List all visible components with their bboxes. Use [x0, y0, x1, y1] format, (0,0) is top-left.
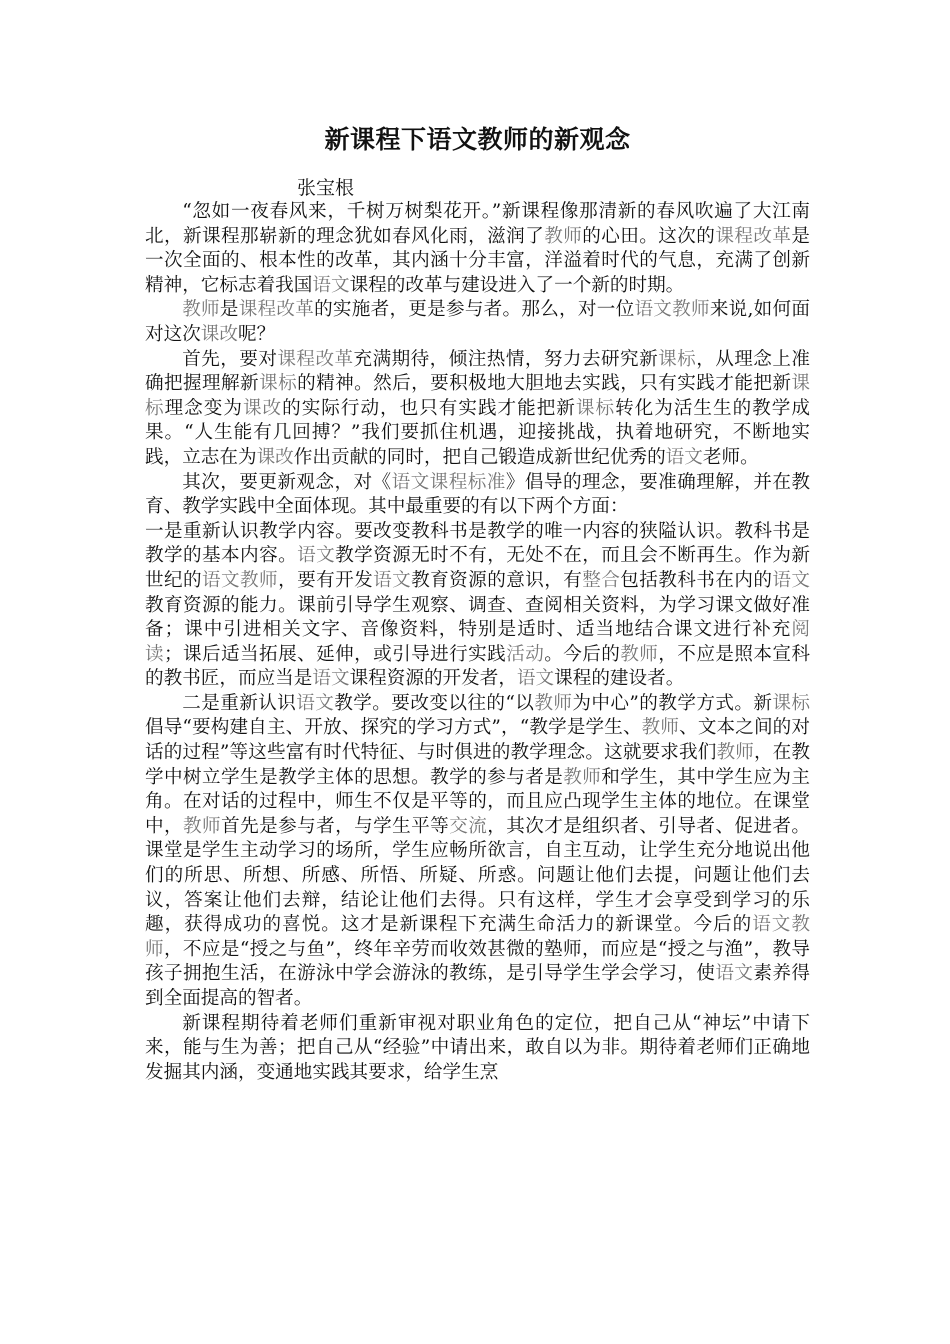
paragraph-text: ；课后适当拓展、延伸，或引导进行实践: [164, 643, 507, 665]
paragraph-text: 课程的改革与建设进入了一个新的时期。: [349, 274, 685, 296]
keyword-link-text: 语文: [312, 668, 350, 690]
paragraph-text: 教学资源无时不有，无处不在，而且会不断再生。作为新世纪的: [145, 545, 810, 591]
paragraph-text: 作出贡献的同时，把自己锻造成新世纪优秀的: [293, 446, 666, 468]
keyword-link-text: 语文: [715, 963, 754, 985]
paragraph-text: 倡导“要构建自主、开放、探究的学习方式”，“教学是学生、: [145, 717, 642, 739]
paragraph-text: “忽如一夜春风来，千树万树梨花开。”新课程像那清新的春风吹遍了大江南北，新课程那崭新的理念犹如春风化雨，滋润了: [145, 201, 810, 247]
keyword-link-text: 语文: [296, 692, 335, 714]
document-body: [145, 200, 810, 1085]
keyword-link-text: 教师: [716, 742, 754, 764]
keyword-link-text: 教师: [183, 815, 222, 837]
paragraph-text: ，在教学中树立学生是教学主体的思想。教学的参与者是: [145, 742, 810, 788]
paragraph-text: 。今后的: [544, 643, 621, 665]
paragraph: [145, 298, 810, 347]
paragraph-text: 教育资源的意识，有: [411, 569, 583, 591]
keyword-link-text: 语文: [297, 545, 336, 567]
paragraph: [145, 692, 810, 1012]
paragraph-text: 的精神。然后，要积极地大胆地去实践，只有实践才能把新: [297, 373, 792, 395]
paragraph-text: 转化为活生生的教学成果。“人生能有几回搏？”我们要抓住机遇，迎接挑战，执着地研究，不断地实践，立志在为: [145, 397, 810, 468]
paragraph-text: 老师。: [702, 446, 759, 468]
keyword-link-text: 课程改革: [238, 299, 315, 321]
paragraph: [145, 520, 810, 692]
paragraph-text: 素养得到全面提高的智者。: [145, 963, 810, 1009]
keyword-link-text: 课程改革: [277, 348, 354, 370]
paragraph: [145, 471, 810, 520]
paragraph-text: 为中心”的教学方式。新: [572, 692, 773, 714]
paragraph-text: 、文本之间的对话的过程”等这些富有时代特征、与时俱进的教学理念。这就要求我们: [145, 717, 810, 764]
keyword-link-text: 交流: [449, 815, 488, 837]
paragraph: [145, 1012, 810, 1086]
paragraph-text: 》倡导的理念，要准确理解，并在教育、教学实践中全面体现。其中最重要的有以下两个方面：: [145, 471, 810, 518]
keyword-link-text: 课标: [658, 348, 697, 370]
paragraph-text: 是一次全面的、根本性的改革，其内涵十分丰富，洋溢着时代的气息，充满了创新精神，它标志着我国: [145, 225, 810, 296]
paragraph-text: 是: [219, 299, 239, 321]
keyword-link-text: 语文教师: [634, 299, 710, 321]
keyword-link-text: 语文: [312, 274, 350, 296]
paragraph: [145, 200, 810, 298]
paragraph-text: ，不应是“授之与鱼”，终年辛劳而收效甚微的塾师，而应是“授之与渔”，教导孩子拥抱生活，在游泳中学会游泳的教练，是引导学生学会学习，使: [145, 938, 810, 985]
keyword-link-text: 课改: [256, 446, 294, 468]
paragraph-text: ，要有开发: [278, 569, 374, 591]
paragraph-text: 新课程期待着老师们重新审视对职业角色的定位，把自己从“神坛”中请下来，能与生为善；把自己从“经验”中请出来，敢自以为非。期待着老师们正确地发掘其内涵，变通地实践其要求，给学生烹: [145, 1012, 810, 1083]
paragraph-text: 教育资源的能力。课前引导学生观察、调查、查阅相关资料，为学习课文做好准备；课中引进相关文字、音像资料，特别是适时、适当地结合课文进行补充: [145, 594, 810, 641]
keyword-link-text: 课标: [772, 692, 810, 714]
keyword-link-text: 课标: [575, 397, 616, 419]
keyword-link-text: 教师: [544, 225, 583, 247]
paragraph-text: 的心田。这次的: [582, 225, 716, 247]
paragraph-text: ，从理念上准确把握理解新: [145, 348, 810, 395]
document-title: 新课程下语文教师的新观念: [324, 125, 631, 154]
paragraph-text: 理念变为: [164, 397, 243, 419]
keyword-link-text: 课标: [259, 373, 298, 395]
keyword-link-text: 课改: [200, 323, 238, 345]
keyword-link-text: 活动: [506, 643, 545, 665]
paragraph-text: 包括教科书在内的: [620, 569, 773, 591]
keyword-link-text: 教师: [534, 692, 573, 714]
keyword-link-text: 语文教师: [202, 569, 279, 591]
keyword-link-text: 教师: [563, 766, 602, 788]
paragraph-text: 一是重新认识教学内容。要改变教科书是教学的唯一内容的狭隘认识。教科书是教学的基本内容。: [145, 520, 810, 567]
paragraph-text: 呢？: [238, 323, 276, 345]
paragraph-text: 的实施者，更是参与者。那么，对一位: [314, 299, 635, 321]
paragraph-text: 课程资源的开发者，: [349, 668, 517, 690]
keyword-link-text: 课改: [242, 397, 283, 419]
paragraph-text: 和学生，其中学生应为主角。在对话的过程中，师生不仅是平等的，而且应凸现学生主体的地位。在课堂中，: [145, 766, 810, 837]
paragraph-text: 教学。要改变以往的“以: [334, 692, 535, 714]
paragraph: [145, 348, 810, 471]
keyword-link-text: 语文: [665, 446, 703, 468]
paragraph-text: 充满期待，倾注热情，努力去研究新: [353, 348, 659, 370]
paragraph-text: 的实际行动，也只有实践才能把新: [282, 397, 576, 419]
paragraph-text: ，不应是照本宣科的教书匠，而应当是: [145, 643, 810, 690]
keyword-link-text: 语文课程标准: [391, 471, 506, 493]
keyword-link-text: 教师: [641, 717, 680, 739]
keyword-link-text: 整合: [582, 569, 621, 591]
paragraph-text: 课程的建设者。: [554, 668, 685, 690]
paragraph-text: 其次，要更新观念，对《: [182, 471, 392, 493]
paragraph-text: ，其次才是组织者、引导者、促进者。课堂是学生主动学习的场所，学生应畅所欲言，自主互动，让学生充分地说出他们的所思、所想、所感、所悟、所疑、所惑。问题让他们去提，问题让他们去议，答案让他们去辩，结论让他们去得。只有这样，学生才会享受到学习的乐趣，获得成功的喜悦。这才是新课程下充满生命活力的新课堂。今后的: [145, 815, 810, 936]
keyword-link-text: 阅读: [145, 619, 810, 665]
paragraph-text: 首先是参与者，与学生平等: [221, 815, 450, 837]
keyword-link-text: 教师: [620, 643, 659, 665]
keyword-link-text: 语文: [772, 569, 810, 591]
paragraph-text: 首先，要对: [182, 348, 278, 370]
keyword-link-text: 课标: [145, 373, 810, 419]
keyword-link-text: 课程改革: [715, 225, 792, 247]
keyword-link-text: 教师: [182, 299, 220, 321]
document-author: 张宝根: [297, 177, 355, 199]
paragraph-text: 二是重新认识: [182, 692, 297, 714]
paragraph-text: 来说,如何面对这次: [145, 299, 810, 345]
keyword-link-text: 语文: [516, 668, 555, 690]
keyword-link-text: 语文: [373, 569, 412, 591]
keyword-link-text: 语文教师: [145, 914, 810, 960]
